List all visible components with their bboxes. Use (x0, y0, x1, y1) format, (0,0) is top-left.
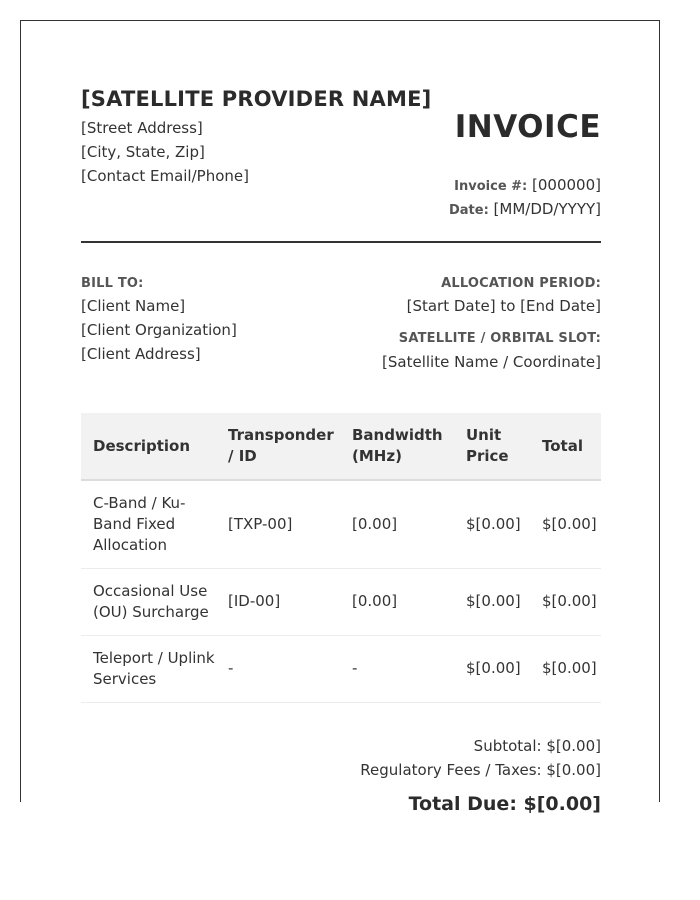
header-description: Description (81, 413, 216, 480)
client-organization: [Client Organization] (81, 321, 237, 339)
cell-transponder: - (216, 635, 340, 702)
invoice-number-value: [000000] (532, 176, 601, 194)
header-divider (81, 241, 601, 243)
table-row (81, 568, 601, 635)
invoice-date-value: [MM/DD/YYYY] (493, 200, 601, 218)
cell-unit-price: $[0.00] (454, 635, 530, 702)
regulatory-fees-taxes: Regulatory Fees / Taxes: $[0.00] (360, 761, 601, 779)
cell-transponder: [TXP-00] (216, 480, 340, 568)
cell-description: Occasional Use (OU) Surcharge (81, 568, 216, 635)
allocation-period-label: ALLOCATION PERIOD: (441, 276, 601, 291)
bill-to-label: BILL TO: (81, 276, 144, 291)
line-items-table (81, 413, 601, 703)
cell-bandwidth: [0.00] (340, 568, 454, 635)
cell-unit-price: $[0.00] (454, 568, 530, 635)
orbital-slot-label: SATELLITE / ORBITAL SLOT: (398, 331, 601, 346)
invoice-date (449, 200, 601, 218)
invoice-date-label: Date: (448, 203, 489, 218)
cell-description: Teleport / Uplink Services (81, 635, 216, 702)
header-bandwidth: Bandwidth (MHz) (340, 413, 454, 480)
table-row (81, 635, 601, 702)
client-name: [Client Name] (81, 297, 186, 315)
header-unit-price: Unit Price (454, 413, 530, 480)
client-address: [Client Address] (81, 345, 201, 363)
cell-total: $[0.00] (530, 480, 601, 568)
header-total: Total (530, 413, 601, 480)
invoice-page (20, 20, 660, 815)
provider-name: [SATELLITE PROVIDER NAME] (81, 87, 432, 111)
invoice-number-label: Invoice #: (454, 179, 528, 194)
cell-bandwidth: [0.00] (340, 480, 454, 568)
subtotal: Subtotal: $[0.00] (473, 737, 601, 755)
cell-total: $[0.00] (530, 568, 601, 635)
total-due: Total Due: $[0.00] (408, 793, 601, 815)
orbital-slot-value: [Satellite Name / Coordinate] (382, 353, 601, 371)
provider-city: [City, State, Zip] (81, 143, 205, 161)
cell-transponder: [ID-00] (216, 568, 340, 635)
table-header-row (81, 413, 601, 480)
invoice-number (454, 176, 601, 194)
header-transponder: Transponder / ID (216, 413, 340, 480)
cell-unit-price: $[0.00] (454, 480, 530, 568)
table-row (81, 480, 601, 568)
invoice-title: INVOICE (454, 109, 601, 145)
cell-total: $[0.00] (530, 635, 601, 702)
provider-contact: [Contact Email/Phone] (81, 167, 249, 185)
provider-street: [Street Address] (81, 119, 203, 137)
cell-bandwidth: - (340, 635, 454, 702)
allocation-period-value: [Start Date] to [End Date] (406, 297, 601, 315)
cell-description: C-Band / Ku-Band Fixed Allocation (81, 480, 216, 568)
